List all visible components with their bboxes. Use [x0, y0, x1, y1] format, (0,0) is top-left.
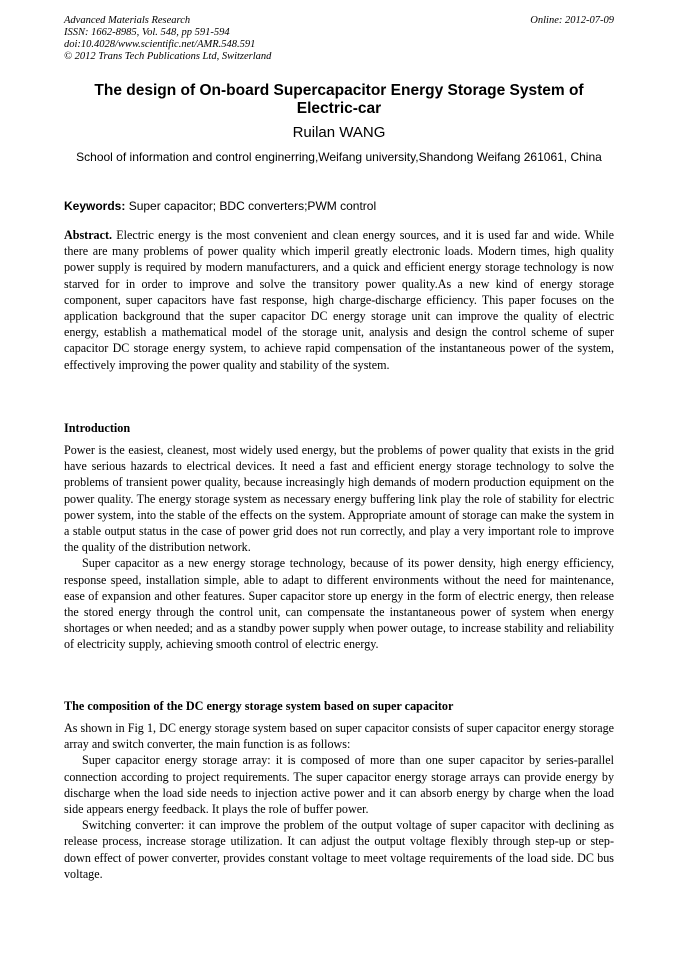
- affiliation: School of information and control enginerring,Weifang university,Shandong Weifang 261061, China: [76, 150, 602, 164]
- composition-paragraph-text: Switching converter: it can improve the problem of the output voltage of super capacitor with declining as release process, increase storage utilization. It can adjust the output voltage flexibly through step-up or step-down effect of power converter, provides constant voltage to meet voltage requirements of the load side. DC bus voltage.: [64, 818, 614, 881]
- keywords-label: Keywords:: [64, 199, 126, 213]
- journal-name: Advanced Materials Research: [64, 15, 191, 26]
- journal-copyright: © 2012 Trans Tech Publications Ltd, Switzerland: [64, 51, 272, 62]
- composition-paragraph: As shown in Fig 1, DC energy storage system based on super capacitor consists of super capacitor energy storage array and switch converter, the main function is as follows:: [64, 721, 614, 752]
- introduction-paragraph: [64, 555, 614, 652]
- composition-paragraph: [64, 752, 614, 817]
- keywords: [64, 198, 614, 214]
- journal-issn: ISSN: 1662-8985, Vol. 548, pp 591-594: [64, 27, 230, 38]
- abstract: [64, 227, 614, 373]
- composition-paragraph: [64, 817, 614, 882]
- composition-body: [64, 720, 614, 882]
- composition-heading: The composition of the DC energy storage system based on super capacitor: [64, 699, 454, 713]
- abstract-text: Electric energy is the most convenient and clean energy sources, and it is used far and wide. While there are many problems of power quality which imperil greatly electronic loads. Modern times, high quality power supply is required by modern manufacturers, and a quick and efficient energy storage technology is now starved for in order to improve and solve the transitory power quality.As a new kind of energy storage component, super capacitors have fast response, high charge-discharge efficiency. This paper focuses on the application background that the super capacitor DC energy storage unit can improve the quality of electric energy, establish a mathematical model of the storage unit, analysis and design the control scheme of super capacitor DC storage energy system, to achieve rapid compensation of the instantaneous power of the system, effectively improving the power quality and stability of the system.: [64, 228, 614, 372]
- introduction-body: [64, 442, 614, 653]
- paper-title: The design of On-board Supercapacitor Energy Storage System of Electric-car: [94, 82, 584, 117]
- journal-info: [64, 15, 271, 63]
- keywords-text: Super capacitor; BDC converters;PWM control: [125, 199, 377, 213]
- online-date: Online: 2012-07-09: [530, 15, 614, 26]
- composition-paragraph-text: Super capacitor energy storage array: it is composed of more than one super capacitor by series-parallel connection according to project requirements. The super capacitor energy storage arrays can provide energy by discharge when the load side needs to injection active power and it can absorb energy by charge when the load side appears energy feedback. It plays the role of buffer power.: [64, 753, 614, 817]
- introduction-paragraph: Power is the easiest, cleanest, most widely used energy, but the problems of power quality that exists in the grid have serious hazards to electrical devices. It need a fast and efficient energy storage technology to solve the problems of transient power quality, because increasingly high demands of modern production equipment on the power quality. The energy storage system as necessary energy buffering link play the role of stability for electric power system, into the stable of the effects on the system. Appropriate amount of storage can make the system in a stable output status in the case of power grid does not run correctly, and play a very important role to improve the quality of the distribution network.: [64, 443, 614, 555]
- journal-doi[interactable]: doi:10.4028/www.scientific.net/AMR.548.591: [64, 39, 256, 50]
- introduction-paragraph-text: Super capacitor as a new energy storage technology, because of its power density, high energy efficiency, response speed, installation simple, able to adapt to different environments without the need for maintenance, ease of expansion and other features. Super capacitor store up energy in the form of electric energy, then release the stored energy through the control unit, can compensate the instantaneous power of system when energy shortages or when needed; and as a standby power supply when power outage, to increase stability and reliability of electricity supply, achieving smooth control of electric energy.: [64, 556, 614, 652]
- abstract-label: Abstract.: [64, 228, 113, 242]
- introduction-heading: Introduction: [64, 421, 131, 435]
- author-name: Ruilan WANG: [292, 124, 386, 141]
